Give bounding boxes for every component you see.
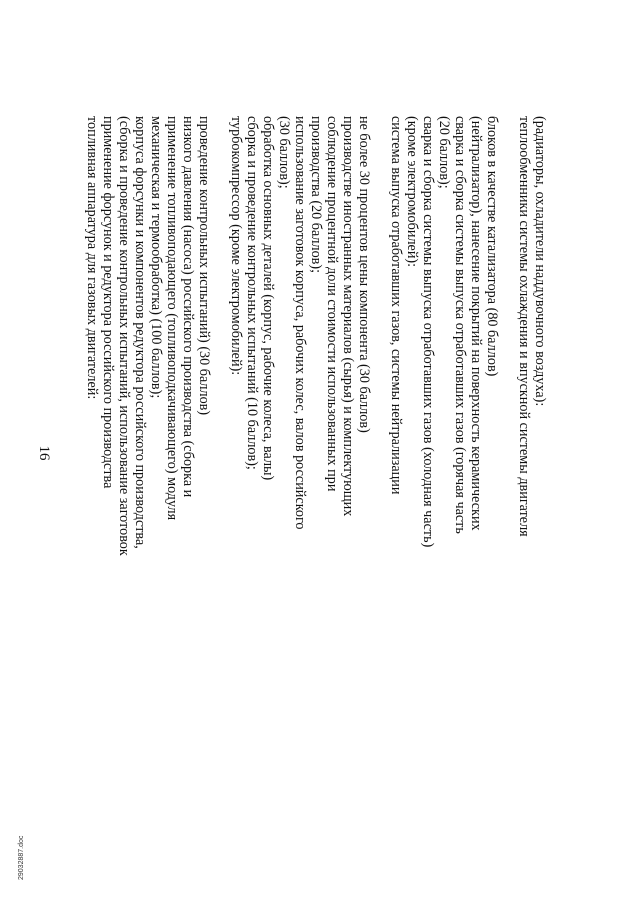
text-line: топливная аппаратура для газовых двигателей: <box>84 116 100 400</box>
text-line: проведение контрольных испытаний) (30 баллов) <box>196 116 212 416</box>
document-file-code: 29032887.doc <box>18 835 25 880</box>
text-line: (радиаторы, охладители наддувочного воздуха): <box>532 116 548 407</box>
text-line: сварка и сборка системы выпуска отработавших газов (холодная часть) <box>420 116 436 548</box>
text-line: корпуса форсунки и компонентов редуктора российского производства, <box>132 116 148 549</box>
text-line: производстве иностранных материалов (сырья) и комплектующих <box>340 116 356 517</box>
text-line: соблюдение процентной доли стоимости использованных при <box>324 116 340 492</box>
text-line: сварка и сборка системы выпуска отработавших газов (горячая часть <box>452 116 468 534</box>
text-line: производства (20 баллов); <box>308 116 324 274</box>
text-line: использование заготовок корпуса, рабочих колес, валов российского <box>292 116 308 530</box>
text-line: турбокомпрессор (кроме электромобилей): <box>228 116 244 376</box>
text-line: обработка основных деталей (корпус, рабочие колеса, валы) <box>260 116 276 481</box>
text-line: (сборка и проведение контрольных испытаний, использование заготовок <box>116 116 132 556</box>
text-line: блоков в качестве катализатора (80 баллов) <box>484 116 500 377</box>
text-line: сборка и проведение контрольных испытаний (10 баллов); <box>244 116 260 470</box>
text-line: теплообменники системы охлаждения и впускной системы двигателя <box>516 116 532 537</box>
text-line: применение форсунок и редуктора российского производства <box>100 116 116 489</box>
document-body <box>84 116 594 816</box>
text-line: система выпуска отработавших газов, системы нейтрализации <box>388 116 404 495</box>
text-line: не более 30 процентов цены компонента (30 баллов) <box>356 116 372 433</box>
text-line: (20 баллов); <box>436 116 452 189</box>
text-line: механическая и термообработка) (100 баллов); <box>148 116 164 399</box>
text-line: (30 баллов); <box>276 116 292 189</box>
text-line: применение топливоподающего (топливоподкачивающего) модуля <box>164 116 180 521</box>
text-line: (нейтрализатор), нанесение покрытий на поверхность керамических <box>468 116 484 531</box>
text-line: (кроме электромобилей): <box>404 116 420 268</box>
page-number: 16 <box>36 445 52 461</box>
text-line: низкого давления (насоса) российского производства (сборка и <box>180 116 196 498</box>
